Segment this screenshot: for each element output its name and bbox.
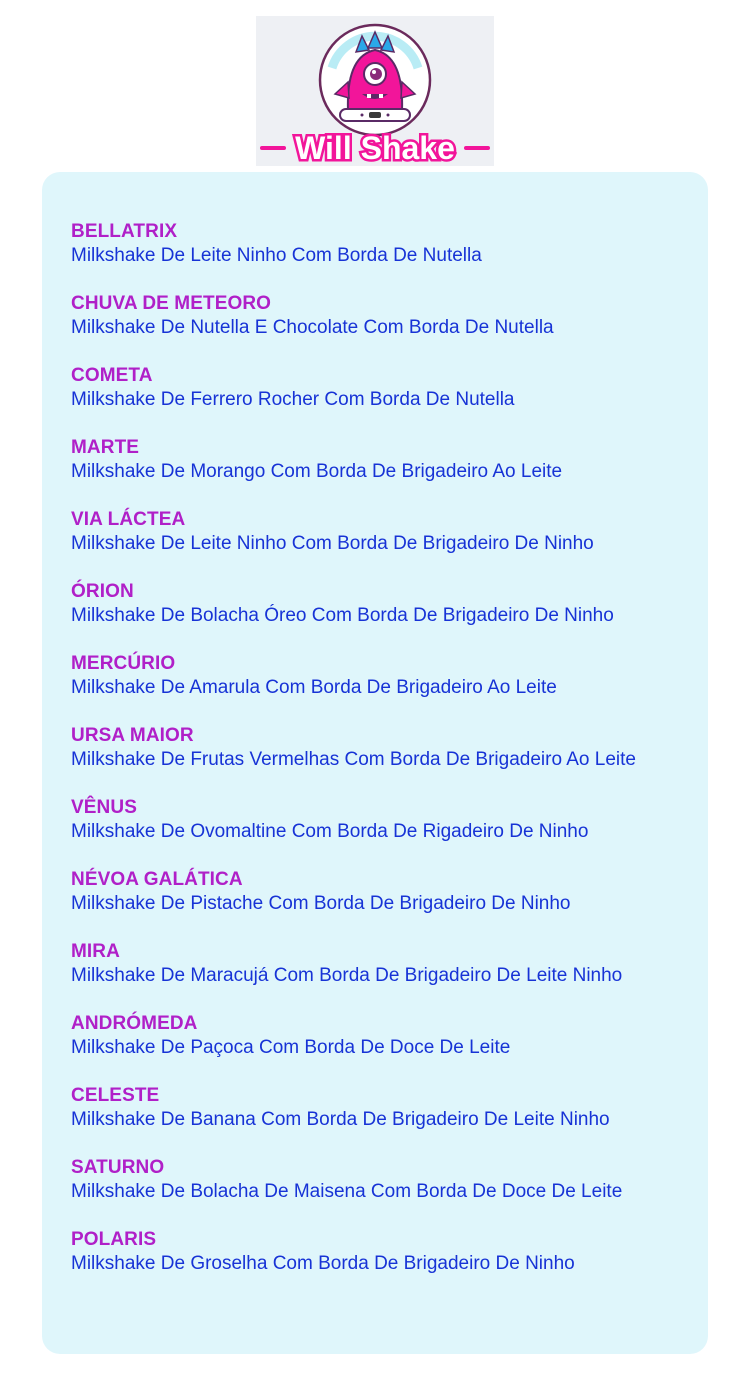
menu-item-name: VIA LÁCTEA — [71, 509, 186, 530]
menu-list — [71, 220, 680, 1276]
menu-item — [71, 508, 680, 556]
menu-item — [71, 1228, 680, 1276]
menu-item-description: Milkshake De Leite Ninho Com Borda De Nutella — [71, 245, 482, 266]
menu-item-name: POLARIS — [71, 1229, 157, 1250]
menu-item-name: SATURNO — [71, 1157, 165, 1178]
menu-card — [42, 172, 708, 1354]
menu-item-name: MIRA — [71, 941, 120, 962]
menu-item-name: ÓRION — [71, 581, 134, 602]
menu-item-description: Milkshake De Maracujá Com Borda De Brigadeiro De Leite Ninho — [71, 965, 623, 986]
menu-item-name: URSA MAIOR — [71, 725, 194, 746]
menu-item-name: CELESTE — [71, 1085, 160, 1106]
menu-item-name: MERCÚRIO — [71, 653, 176, 674]
menu-item — [71, 1012, 680, 1060]
menu-item-description: Milkshake De Paçoca Com Borda De Doce De Leite — [71, 1037, 511, 1058]
brand-logo — [256, 16, 494, 166]
menu-item-description: Milkshake De Frutas Vermelhas Com Borda De Brigadeiro Ao Leite — [71, 749, 636, 770]
menu-item — [71, 1156, 680, 1204]
menu-item — [71, 652, 680, 700]
menu-item — [71, 868, 680, 916]
menu-item-name: VÊNUS — [71, 797, 137, 818]
menu-item — [71, 220, 680, 268]
menu-item — [71, 724, 680, 772]
menu-item-description: Milkshake De Leite Ninho Com Borda De Brigadeiro De Ninho — [71, 533, 594, 554]
menu-item-description: Milkshake De Banana Com Borda De Brigadeiro De Leite Ninho — [71, 1109, 610, 1130]
menu-item-description: Milkshake De Ovomaltine Com Borda De Rigadeiro De Ninho — [71, 821, 589, 842]
menu-item-name: ANDRÓMEDA — [71, 1013, 198, 1034]
menu-item — [71, 436, 680, 484]
menu-item — [71, 940, 680, 988]
menu-item-name: BELLATRIX — [71, 221, 178, 242]
menu-item-name: MARTE — [71, 437, 140, 458]
menu-item — [71, 1084, 680, 1132]
menu-item-name: CHUVA DE METEORO — [71, 293, 272, 314]
menu-item-description: Milkshake De Pistache Com Borda De Brigadeiro De Ninho — [71, 893, 571, 914]
menu-item — [71, 580, 680, 628]
menu-item-name: NÉVOA GALÁTICA — [71, 869, 243, 890]
menu-item-description: Milkshake De Morango Com Borda De Brigadeiro Ao Leite — [71, 461, 563, 482]
menu-item-description: Milkshake De Amarula Com Borda De Brigadeiro Ao Leite — [71, 677, 557, 698]
menu-item-description: Milkshake De Bolacha De Maisena Com Borda De Doce De Leite — [71, 1181, 623, 1202]
menu-item-description: Milkshake De Groselha Com Borda De Brigadeiro De Ninho — [71, 1253, 575, 1274]
menu-item-name: COMETA — [71, 365, 153, 386]
menu-item-description: Milkshake De Nutella E Chocolate Com Borda De Nutella — [71, 317, 554, 338]
menu-item — [71, 364, 680, 412]
menu-item — [71, 292, 680, 340]
menu-item-description: Milkshake De Ferrero Rocher Com Borda De Nutella — [71, 389, 515, 410]
logo-wordmark: Will Shake — [295, 130, 455, 166]
menu-item-description: Milkshake De Bolacha Óreo Com Borda De Brigadeiro De Ninho — [71, 605, 614, 626]
menu-item — [71, 796, 680, 844]
